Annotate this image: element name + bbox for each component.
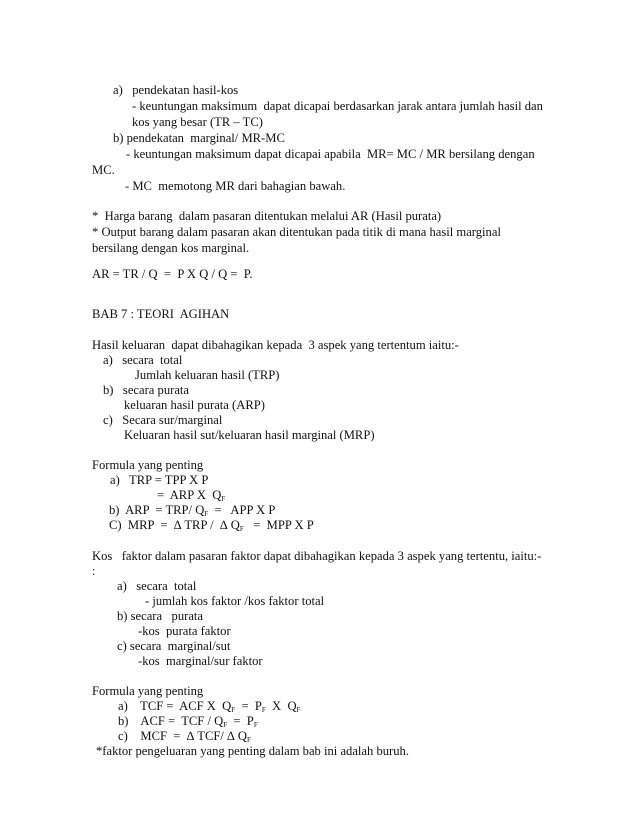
kos-item-b-desc: -kos purata faktor — [138, 624, 231, 638]
formula-acf: b) ACF = TCF / $Q_F = P_F$ — [118, 714, 258, 729]
kos-item-c-desc: -kos marginal/sur faktor — [138, 654, 263, 668]
output-item-b-label: b) secara purata — [103, 383, 190, 397]
output-intro: Hasil keluaran dapat dibahagikan kepada 3 aspek yang tertentum iaitu:- — [92, 338, 459, 352]
formula-mcf: c) MCF = ∆ TCF/ ∆ $Q_F$ — [118, 729, 251, 744]
formula-trp-alt: = ARP X $Q_F$ — [157, 488, 226, 503]
note-harga: * Harga barang dalam pasaran ditentukan melalui AR (Hasil purata) — [92, 209, 442, 223]
output-item-a-label: a) secara total — [103, 353, 183, 367]
ar-formula: AR = TR / Q = P X Q / Q = P. — [92, 267, 253, 281]
formula-trp: a) TRP = TPP X P — [110, 473, 209, 487]
output-item-a-desc: Jumlah keluaran hasil (TRP) — [135, 368, 280, 382]
output-item-b-desc: keluaran hasil purata (ARP) — [124, 398, 265, 412]
output-item-c-desc: Keluaran hasil sut/keluaran hasil marginal (MRP) — [124, 428, 375, 442]
item-b-desc-line2: - MC memotong MR dari bahagian bawah. — [125, 179, 346, 193]
item-a-desc-line2: kos yang besar (TR – TC) — [132, 115, 263, 129]
item-a-desc-line1: - keuntungan maksimum dapat dicapai berdasarkan jarak antara jumlah hasil dan — [132, 99, 543, 113]
kos-item-a-desc: - jumlah kos faktor /kos faktor total — [145, 594, 325, 608]
kos-item-a-label: a) secara total — [117, 579, 197, 593]
chapter-title: BAB 7 : TEORI AGIHAN — [92, 307, 230, 321]
formula-arp: b) ARP = TRP/ $Q_F$ = APP X P — [109, 503, 276, 518]
note-output-cont: bersilang dengan kos marginal. — [92, 241, 250, 255]
formula-heading: Formula yang penting — [92, 458, 204, 472]
kos-item-b-label: b) secara purata — [117, 609, 204, 623]
item-b-desc-line1: - keuntungan maksimum dapat dicapai apabila MR= MC / MR bersilang dengan — [126, 147, 535, 161]
item-b-heading: b) pendekatan marginal/ MR-MC — [113, 131, 285, 145]
output-item-c-label: c) Secara sur/marginal — [103, 413, 223, 427]
formula-heading-2: Formula yang penting — [92, 684, 204, 698]
formula-tcf: a) TCF = ACF X $Q_F = P_F$ X $Q_F$ — [118, 699, 301, 714]
kos-intro-cont: : — [92, 564, 96, 578]
kos-intro: Kos faktor dalam pasaran faktor dapat dibahagikan kepada 3 aspek yang tertentu, iaitu:- — [92, 549, 542, 563]
final-note: *faktor pengeluaran yang penting dalam bab ini adalah buruh. — [96, 744, 409, 758]
formula-mrp: C) MRP = ∆ TRP / ∆ $Q_F$ = MPP X P — [109, 518, 314, 533]
item-a-heading: a) pendekatan hasil-kos — [113, 83, 239, 97]
note-output: * Output barang dalam pasaran akan ditentukan pada titik di mana hasil marginal — [92, 225, 501, 239]
kos-item-c-label: c) secara marginal/sut — [117, 639, 231, 653]
item-b-desc-line1-cont: MC. — [92, 163, 115, 177]
